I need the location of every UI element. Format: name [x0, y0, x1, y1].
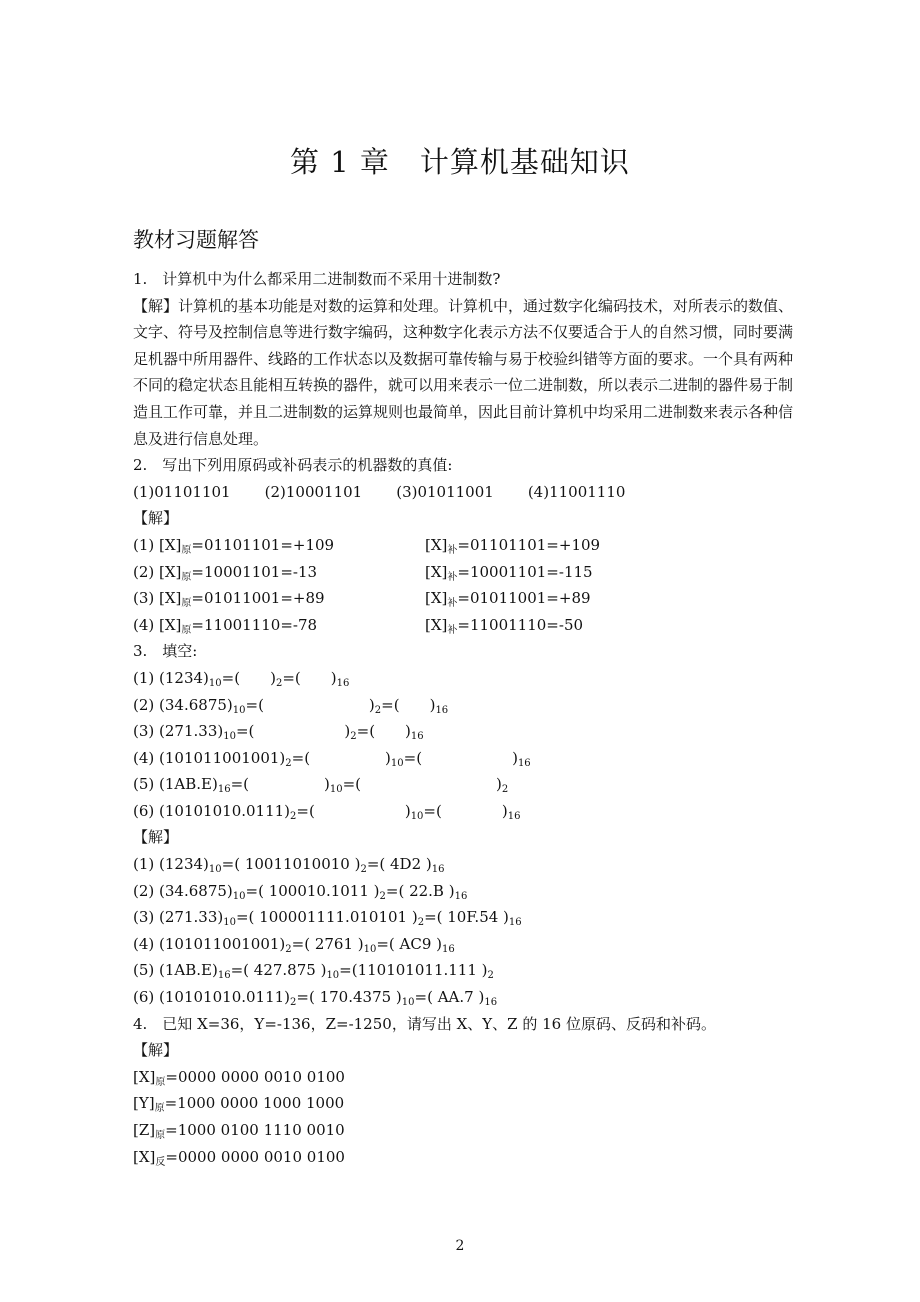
operand: (101011001001): [159, 934, 286, 953]
base-subscript: 16: [507, 810, 521, 822]
base-subscript: 10: [223, 917, 236, 929]
blank: =( ): [381, 695, 436, 714]
item-number: (3): [133, 589, 155, 608]
x-label: [X]: [425, 535, 448, 554]
base-subscript: 10: [363, 943, 377, 955]
base-subscript: 16: [410, 731, 424, 743]
filled-answer: =( 100001111.010101 ): [235, 908, 418, 927]
subscript: 补: [447, 598, 458, 610]
question-1: 1. 计算机中为什么都采用二进制数而不采用十进制数?: [133, 270, 501, 288]
subscript: 补: [447, 544, 458, 556]
fill-blank-item: [133, 665, 793, 692]
fill-blank-item: [133, 745, 793, 772]
operand: (10101010.0111): [159, 801, 291, 820]
answer-2-row: [133, 532, 793, 559]
base-subscript: 2: [290, 997, 297, 1009]
base-subscript: 16: [435, 704, 449, 716]
fill-answer-item: [133, 878, 793, 905]
filled-answer: =( 427.875 ): [230, 961, 327, 980]
complement-code-value: =01011001=+89: [457, 589, 591, 608]
complement-code-value: =10001101=-115: [457, 562, 593, 581]
subscript: 补: [447, 571, 458, 583]
item-number: (4): [133, 934, 155, 953]
answer-3-label: 【解】: [133, 828, 179, 847]
blank: =( ): [342, 775, 502, 794]
base-subscript: 10: [232, 890, 246, 902]
filled-answer: =( 22.B ): [385, 881, 455, 900]
section-title: 教材习题解答: [133, 228, 259, 252]
filled-answer: =( AA.7 ): [414, 988, 485, 1007]
filled-answer: =( 100010.1011 ): [245, 881, 380, 900]
option: (3)01011001: [396, 482, 494, 501]
item-number: (4): [133, 748, 155, 767]
var-label: [Z]: [133, 1121, 156, 1139]
option: (4)11001110: [527, 482, 626, 501]
base-subscript: 16: [454, 890, 468, 902]
base-subscript: 2: [275, 677, 283, 689]
option: (1)01101101: [133, 482, 231, 501]
code-value: =1000 0000 1000 1000: [164, 1094, 345, 1113]
code-line: [133, 1144, 793, 1171]
operand: (34.6875): [159, 881, 233, 900]
base-subscript: 2: [285, 943, 292, 955]
blank: =( ): [245, 695, 375, 714]
complement-code-value: =01101101=+109: [457, 535, 601, 554]
subscript: 原: [181, 544, 192, 556]
item-number: (1): [133, 855, 155, 874]
question-3: 3. 填空:: [133, 642, 198, 661]
option: (2)10001101: [264, 482, 363, 501]
base-subscript: 10: [326, 970, 340, 982]
answer-2-label: 【解】: [133, 509, 179, 528]
base-subscript: 2: [487, 970, 494, 982]
answer-2-row: [133, 559, 793, 586]
item-number: (5): [133, 961, 155, 980]
var-label: [Y]: [133, 1094, 155, 1113]
subscript: 原: [181, 598, 192, 610]
item-number: (3): [133, 722, 155, 741]
base-subscript: 10: [208, 677, 222, 689]
x-label: [X]: [159, 615, 182, 634]
base-subscript: 2: [417, 917, 425, 929]
base-subscript: 16: [442, 943, 455, 955]
subscript: 反: [155, 1156, 166, 1168]
var-label: [X]: [133, 1067, 156, 1086]
fill-blank-item: [133, 798, 793, 825]
item-number: (6): [133, 801, 155, 820]
answer-2-row: [133, 585, 793, 612]
filled-answer: =( 10011010010 ): [221, 855, 361, 874]
x-label: [X]: [425, 615, 448, 634]
original-code-value: =01011001=+89: [191, 589, 325, 608]
operand: (1AB.E): [159, 961, 218, 980]
blank: =( ): [235, 722, 351, 741]
base-subscript: 2: [285, 757, 292, 769]
answer-1: 【解】计算机的基本功能是对数的运算和处理。计算机中，通过数字化编码技术，对所表示的数值、文字、符号及控制信息等进行数字编码，这种数字化表示方法不仅要适合于人的自然习惯，同时要满足机器中所用器件、线路的工作状态以及数据可靠传输与易于校验纠错等方面的要求。一个具有两种不同的稳定状态且能相互转换的器件，就可以用来表示一位二进制数，所以表示二进制的器件易于制造且工作可靠，并且二进制数的运算规则也最简单，因此目前计算机中均采用二进制数来表示各种信息及进行信息处理。: [133, 296, 794, 448]
question-2-options: [133, 479, 793, 506]
fill-blank-item: [133, 718, 793, 745]
base-subscript: 2: [501, 784, 509, 796]
item-number: (5): [133, 775, 155, 794]
code-line: [133, 1064, 793, 1091]
code-value: =0000 0000 0010 0100: [165, 1067, 345, 1086]
subscript: 原: [155, 1130, 166, 1141]
blank: =( ): [230, 775, 330, 794]
fill-answer-item: [133, 851, 793, 878]
base-subscript: 10: [208, 864, 222, 876]
item-number: (1): [133, 535, 155, 554]
filled-answer: =( 4D2 ): [366, 855, 432, 874]
fill-answer-item: [133, 931, 793, 958]
operand: (271.33): [159, 722, 224, 741]
original-code-value: =01101101=+109: [191, 535, 335, 554]
filled-answer: =( 10F.54 ): [424, 908, 509, 927]
base-subscript: 10: [390, 757, 404, 769]
answer-2-row: [133, 612, 793, 639]
fill-answer-item: [133, 984, 793, 1011]
item-number: (3): [133, 908, 155, 927]
exercise-content: [133, 266, 793, 1170]
filled-answer: =(110101011.111 ): [339, 961, 488, 980]
item-number: (1): [133, 668, 155, 687]
base-subscript: 16: [217, 970, 231, 982]
code-line: [133, 1090, 793, 1117]
item-number: (2): [133, 562, 155, 581]
operand: (271.33): [159, 908, 224, 927]
x-label: [X]: [425, 562, 448, 581]
operand: (1AB.E): [159, 775, 218, 794]
base-subscript: 16: [217, 784, 231, 796]
code-line: [133, 1117, 793, 1144]
blank: =( ): [423, 801, 508, 820]
operand: (34.6875): [159, 695, 233, 714]
base-subscript: 16: [517, 757, 531, 769]
page-number: 2: [455, 1238, 465, 1254]
base-subscript: 10: [410, 810, 424, 822]
blank: =( ): [282, 668, 337, 687]
base-subscript: 2: [290, 810, 297, 822]
operand: (10101010.0111): [159, 988, 291, 1007]
item-number: (6): [133, 988, 155, 1007]
x-label: [X]: [159, 535, 182, 554]
question-2: 2. 写出下列用原码或补码表示的机器数的真值:: [133, 456, 453, 475]
operand: (101011001001): [159, 748, 286, 767]
code-value: =1000 0100 1110 0010: [165, 1121, 345, 1139]
subscript: 补: [447, 624, 458, 636]
blank: =( ): [221, 668, 276, 687]
original-code-value: =10001101=-13: [191, 562, 318, 581]
answer-4-label: 【解】: [133, 1041, 179, 1060]
subscript: 原: [181, 624, 192, 636]
fill-answer-item: [133, 957, 793, 984]
original-code-value: =11001110=-78: [191, 615, 318, 634]
filled-answer: =( AC9 ): [376, 934, 443, 953]
x-label: [X]: [425, 589, 448, 608]
operand: (1234): [159, 668, 209, 687]
x-label: [X]: [159, 562, 182, 581]
base-subscript: 2: [374, 704, 382, 716]
base-subscript: 16: [484, 997, 498, 1009]
base-subscript: 10: [329, 784, 343, 796]
base-subscript: 2: [379, 890, 386, 902]
base-subscript: 2: [360, 864, 367, 876]
base-subscript: 2: [350, 731, 357, 743]
subscript: 原: [181, 571, 192, 583]
base-subscript: 10: [232, 704, 246, 716]
chapter-title: 第 1 章 计算机基础知识: [290, 145, 630, 179]
subscript: 原: [155, 1076, 166, 1088]
fill-blank-item: [133, 771, 793, 798]
base-subscript: 16: [336, 677, 350, 689]
question-4: 4. 已知 X=36，Y=-136，Z=-1250，请写出 X、Y、Z 的 16 位原码、反码和补码。: [133, 1014, 716, 1033]
operand: (1234): [159, 855, 209, 874]
blank: =( ): [356, 722, 411, 741]
base-subscript: 10: [401, 997, 415, 1009]
x-label: [X]: [159, 589, 182, 608]
item-number: (4): [133, 615, 155, 634]
base-subscript: 10: [223, 731, 236, 743]
blank: =( ): [296, 801, 411, 820]
var-label: [X]: [133, 1147, 156, 1166]
blank: =( ): [291, 748, 391, 767]
subscript: 原: [154, 1103, 165, 1115]
fill-blank-item: [133, 692, 793, 719]
filled-answer: =( 170.4375 ): [296, 988, 402, 1007]
base-subscript: 16: [431, 864, 445, 876]
item-number: (2): [133, 881, 155, 900]
complement-code-value: =11001110=-50: [457, 615, 584, 634]
fill-answer-item: [133, 904, 793, 931]
filled-answer: =( 2761 ): [291, 934, 364, 953]
item-number: (2): [133, 695, 155, 714]
code-value: =0000 0000 0010 0100: [165, 1147, 345, 1166]
base-subscript: 16: [508, 917, 522, 929]
blank: =( ): [403, 748, 518, 767]
